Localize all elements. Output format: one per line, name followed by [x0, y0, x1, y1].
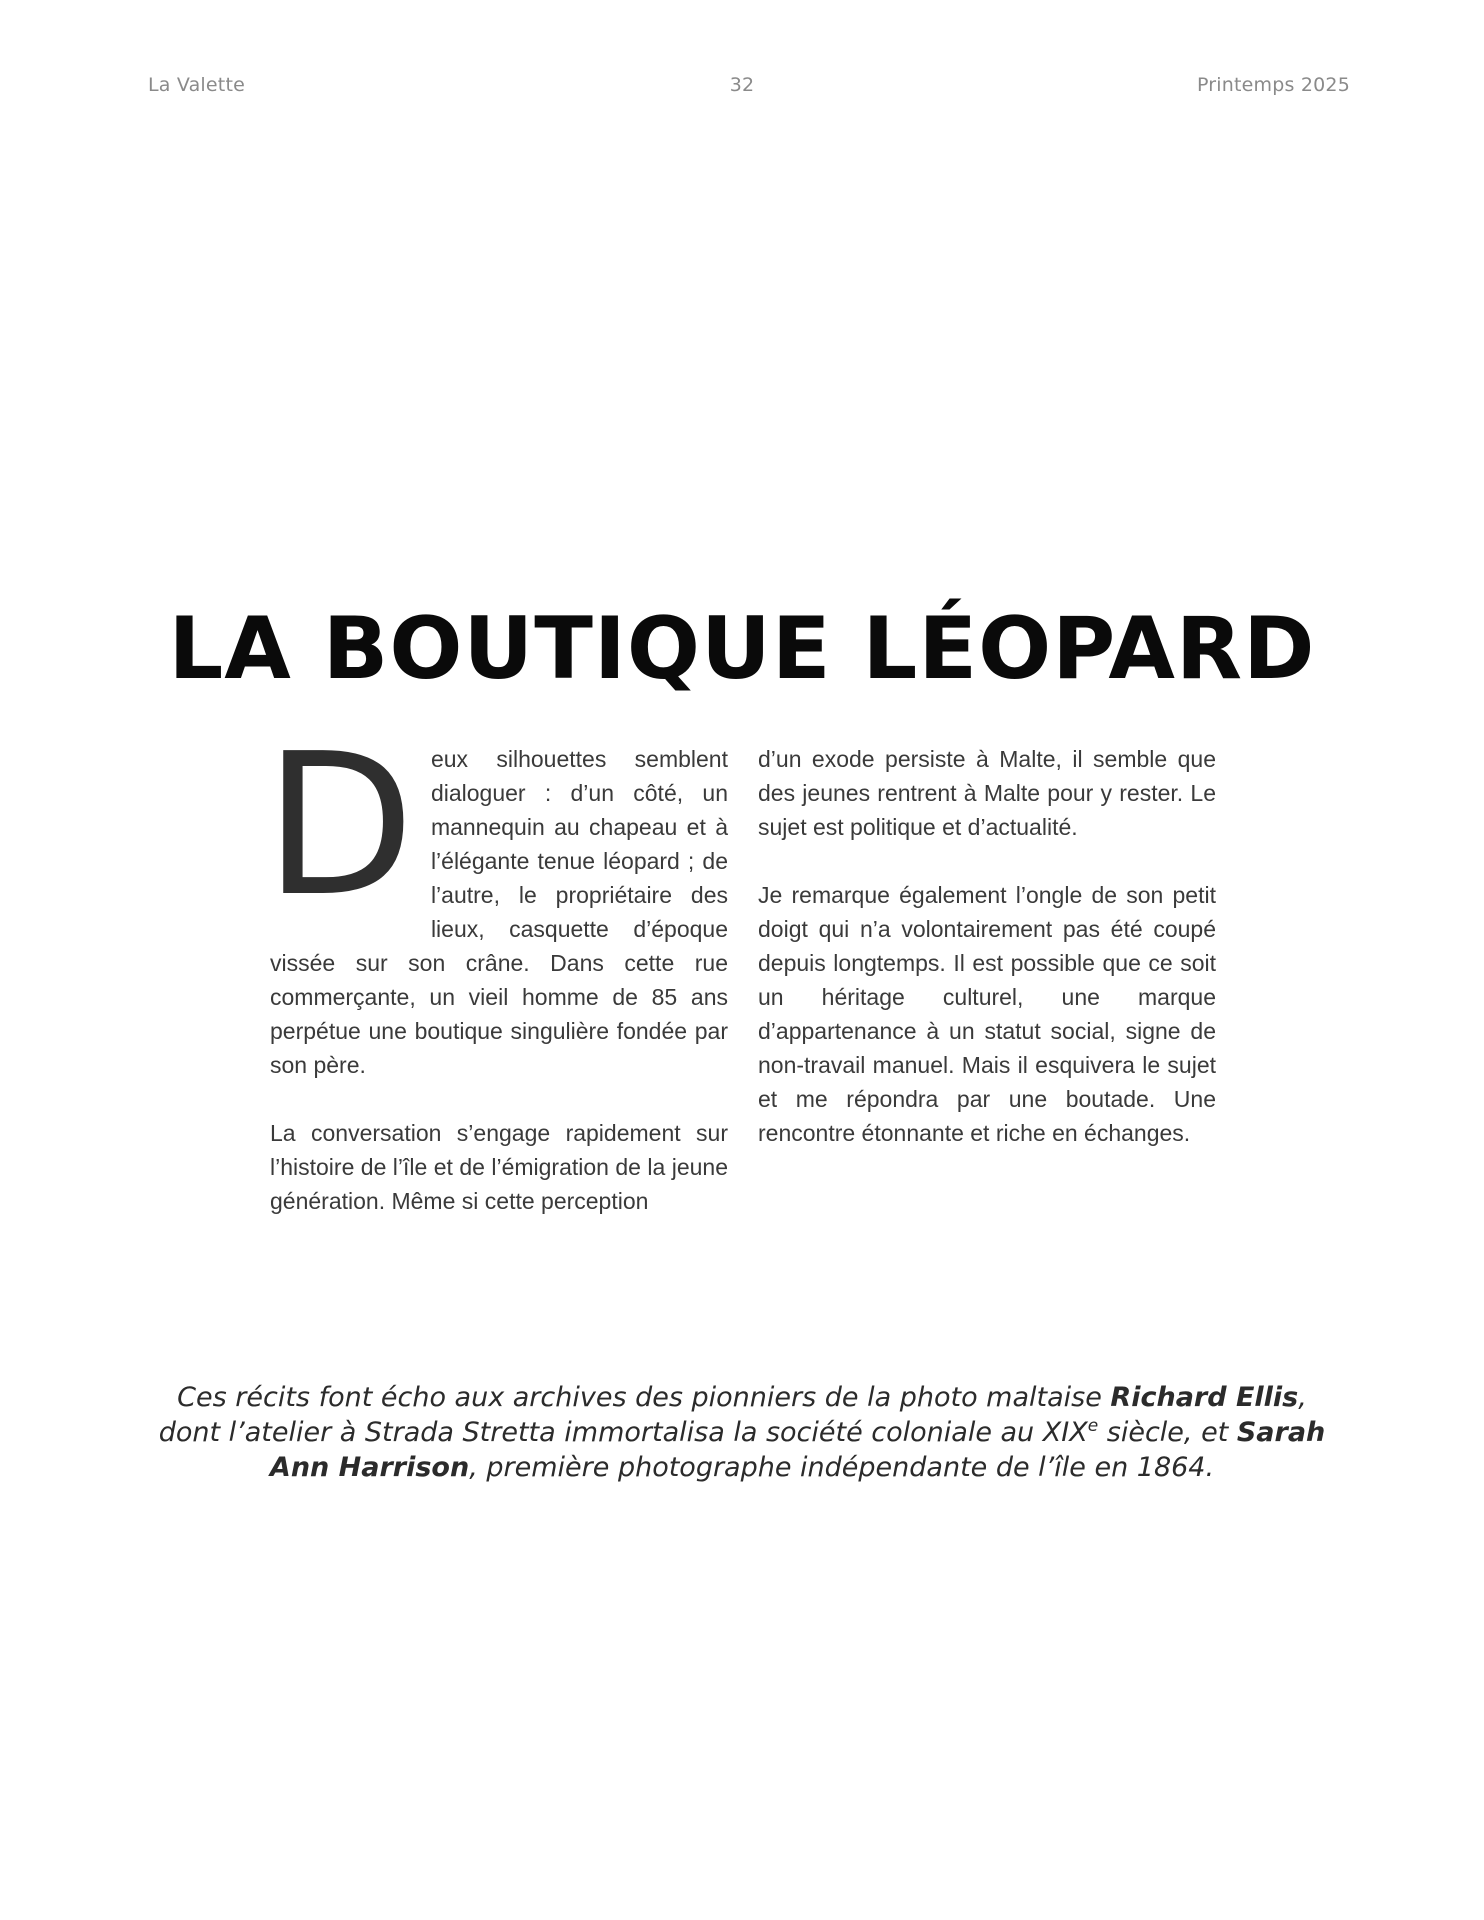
article-paragraph: d’un exode persiste à Malte, il semble que des jeunes rentrent à Malte pour y rester. Le sujet est politique et d’actualité.: [758, 746, 1216, 840]
caption-text: , dont l’atelier à Strada Stretta immortalisa la société coloniale au XIX: [158, 1382, 1307, 1448]
running-head-issue: Printemps 2025: [1196, 74, 1350, 96]
caption-text: Ces récits font écho aux archives des pionniers de la photo maltaise: [177, 1382, 1111, 1413]
article-column-right: [758, 742, 1216, 1184]
paragraph-text: eux silhouettes semblent dialoguer : d’un côté, un mannequin au chapeau et à l’élégante tenue léopard ; de l’autre, le propriétaire des lieux, casquette d’époque vissée sur son crâne. Dans cette rue commerçante, un vieil homme de 85 ans perpétue une boutique singulière fondée par son père.: [270, 746, 728, 1078]
article-column-left: [264, 712, 728, 1252]
drop-cap: D: [264, 712, 415, 940]
article-paragraph: La conversation s’engage rapidement sur l’histoire de l’île et de l’émigration de la jeune génération. Même si cette perception: [270, 1120, 728, 1214]
caption-name-richard-ellis: Richard Ellis: [1110, 1382, 1299, 1413]
caption-name-sarah-ann-harrison: Sarah Ann Harrison: [269, 1417, 1326, 1483]
page-number: 32: [729, 74, 755, 96]
running-head-location: La Valette: [148, 74, 245, 96]
caption-superscript: e: [1087, 1416, 1099, 1436]
article-paragraph: Je remarque également l’ongle de son petit doigt qui n’a volontairement pas été coupé depuis longtemps. Il est possible que ce soit un héritage culturel, une marque d’appartenance à un statut social, signe de non-travail manuel. Mais il esquivera le sujet et me répondra par une boutade. Une rencontre étonnante et riche en échanges.: [758, 882, 1216, 1146]
caption-text: , première photographe indépendante de l’île en 1864.: [469, 1452, 1215, 1483]
article-paragraph: [264, 712, 728, 1082]
photo-archive-caption: [150, 1380, 1334, 1485]
article-title: LA BOUTIQUE LÉOPARD: [168, 599, 1316, 699]
caption-text: siècle, et: [1098, 1417, 1237, 1448]
